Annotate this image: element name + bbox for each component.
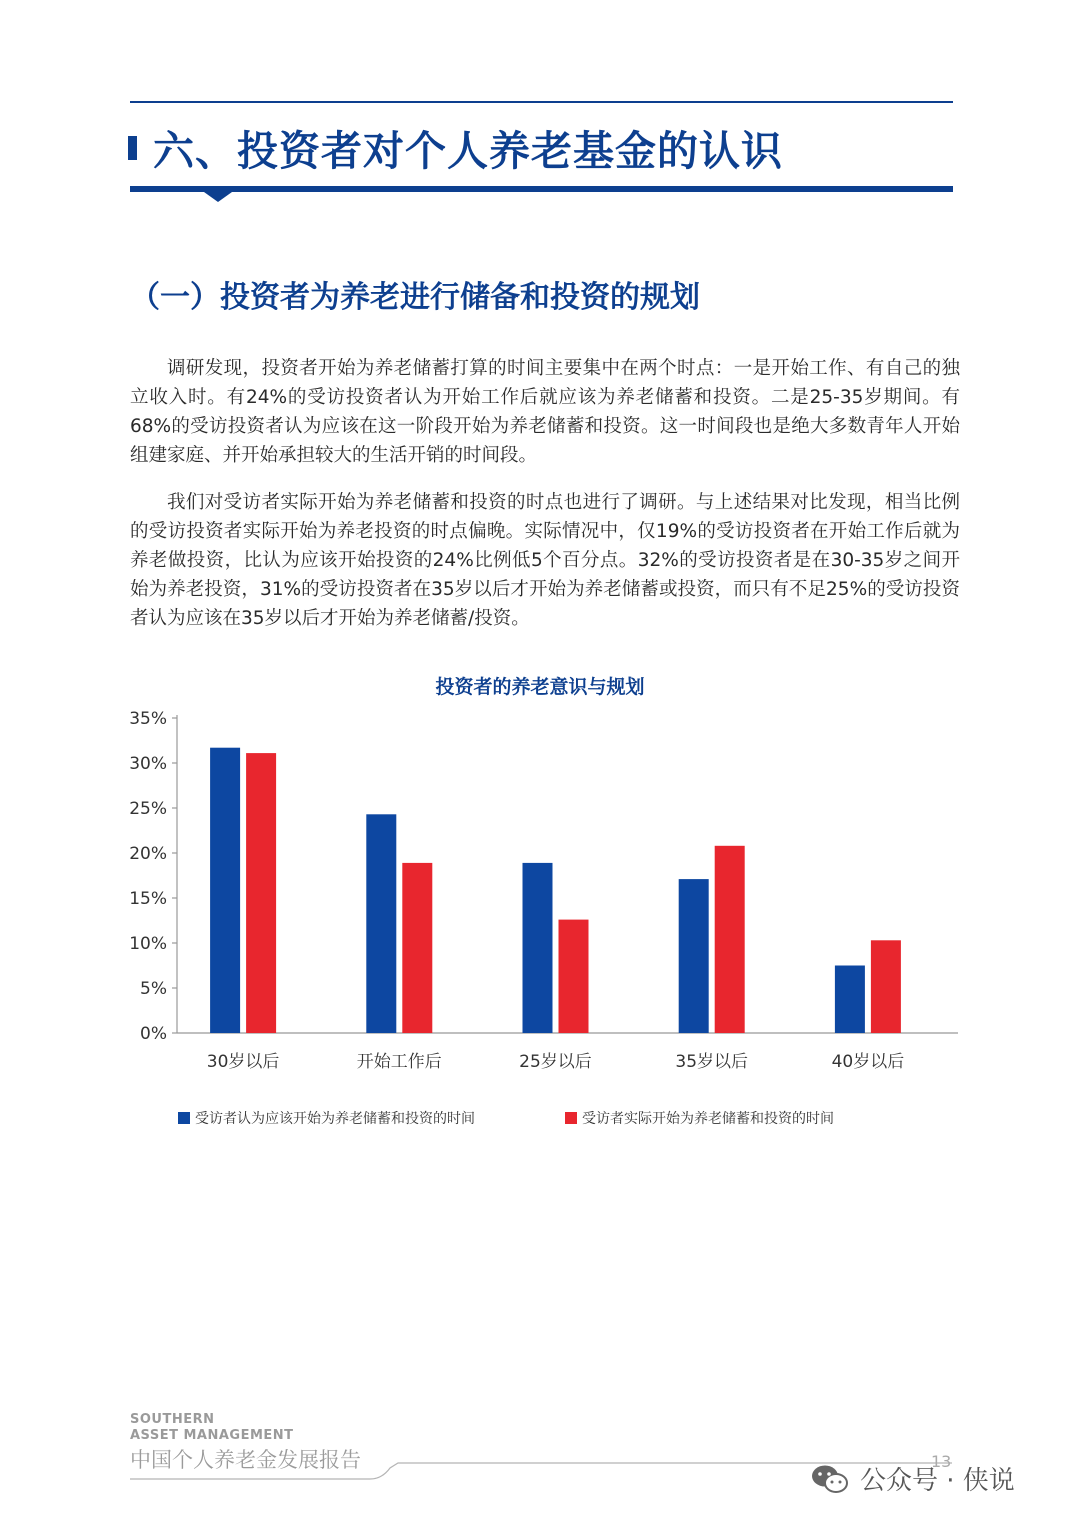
legend-label-expected: 受访者认为应该开始为养老储蓄和投资的时间 [195,1111,475,1127]
footer-brand-line-2: ASSET MANAGEMENT [130,1428,294,1443]
bar-expected [835,966,865,1034]
legend-label-actual: 受访者实际开始为养老储蓄和投资的时间 [582,1111,834,1127]
title-accent-mark [128,136,137,160]
watermark [810,1460,1015,1497]
x-tick-label: 40岁以后 [831,1052,905,1072]
bar-actual [715,846,745,1033]
legend-swatch-expected [178,1112,190,1124]
x-tick-label: 25岁以后 [519,1052,592,1072]
footer-brand-line-1: SOUTHERN [130,1412,215,1427]
y-tick-label: 30% [129,754,167,774]
bar-chart [110,700,980,1090]
legend-item-actual [565,1108,834,1128]
x-tick-label: 35岁以后 [675,1052,749,1072]
y-tick-label: 35% [129,709,167,729]
x-tick-label: 30岁以后 [206,1052,280,1072]
y-tick-label: 0% [140,1024,167,1044]
bar-actual [246,753,276,1033]
bar-actual [559,920,589,1033]
y-tick-label: 15% [129,889,167,909]
y-tick-label: 20% [129,844,167,864]
body-paragraph-2: 我们对受访者实际开始为养老储蓄和投资的时点也进行了调研。与上述结果对比发现，相当比例的受访投资者实际开始为养老投资的时点偏晚。实际情况中，仅19%的受访投资者在开始工作后就为养老做投资，比认为应该开始投资的24%比例低5个百分点。32%的受访投资者是在30-35岁之间开始为养老投资，31%的受访投资者在35岁以后才开始为养老储蓄或投资，而只有不足25%的受访投资者认为应该在35岁以后才开始为养老储蓄/投资。 [130,492,960,629]
section-title: （一）投资者为养老进行储备和投资的规划 [130,280,700,315]
bar-actual [402,863,432,1033]
x-tick-label: 开始工作后 [356,1052,442,1072]
bar-expected [366,814,396,1033]
body-paragraph-1: 调研发现，投资者开始为养老储蓄打算的时间主要集中在两个时点：一是开始工作、有自己的独立收入时。有24%的受访投资者认为开始工作后就应该为养老储蓄和投资。二是25-35岁期间。有68%的受访投资者认为应该在这一阶段开始为养老储蓄和投资。这一时间段也是绝大多数青年人开始组建家庭、并开始承担较大的生活开销的时间段。 [130,358,960,466]
bar-expected [679,879,709,1033]
header-bottom-rule [130,186,953,192]
legend-item-expected [178,1108,475,1128]
page-title: 六、投资者对个人养老基金的认识 [153,127,783,175]
footer-brand [130,1412,294,1444]
bar-expected [523,863,553,1033]
y-tick-label: 10% [129,934,167,954]
footer-report-title: 中国个人养老金发展报告 [130,1448,361,1472]
y-tick-label: 25% [129,799,167,819]
legend-swatch-actual [565,1112,577,1124]
header-rule-notch [204,192,232,202]
bar-actual [871,940,901,1033]
bar-expected [210,748,240,1033]
y-tick-label: 5% [140,979,167,999]
header-top-rule [130,101,953,103]
wechat-icon [810,1463,850,1495]
watermark-text: 公众号 · 侠说 [860,1466,1015,1496]
page-number: 13 [931,1452,952,1471]
chart-title: 投资者的养老意识与规划 [435,676,645,698]
